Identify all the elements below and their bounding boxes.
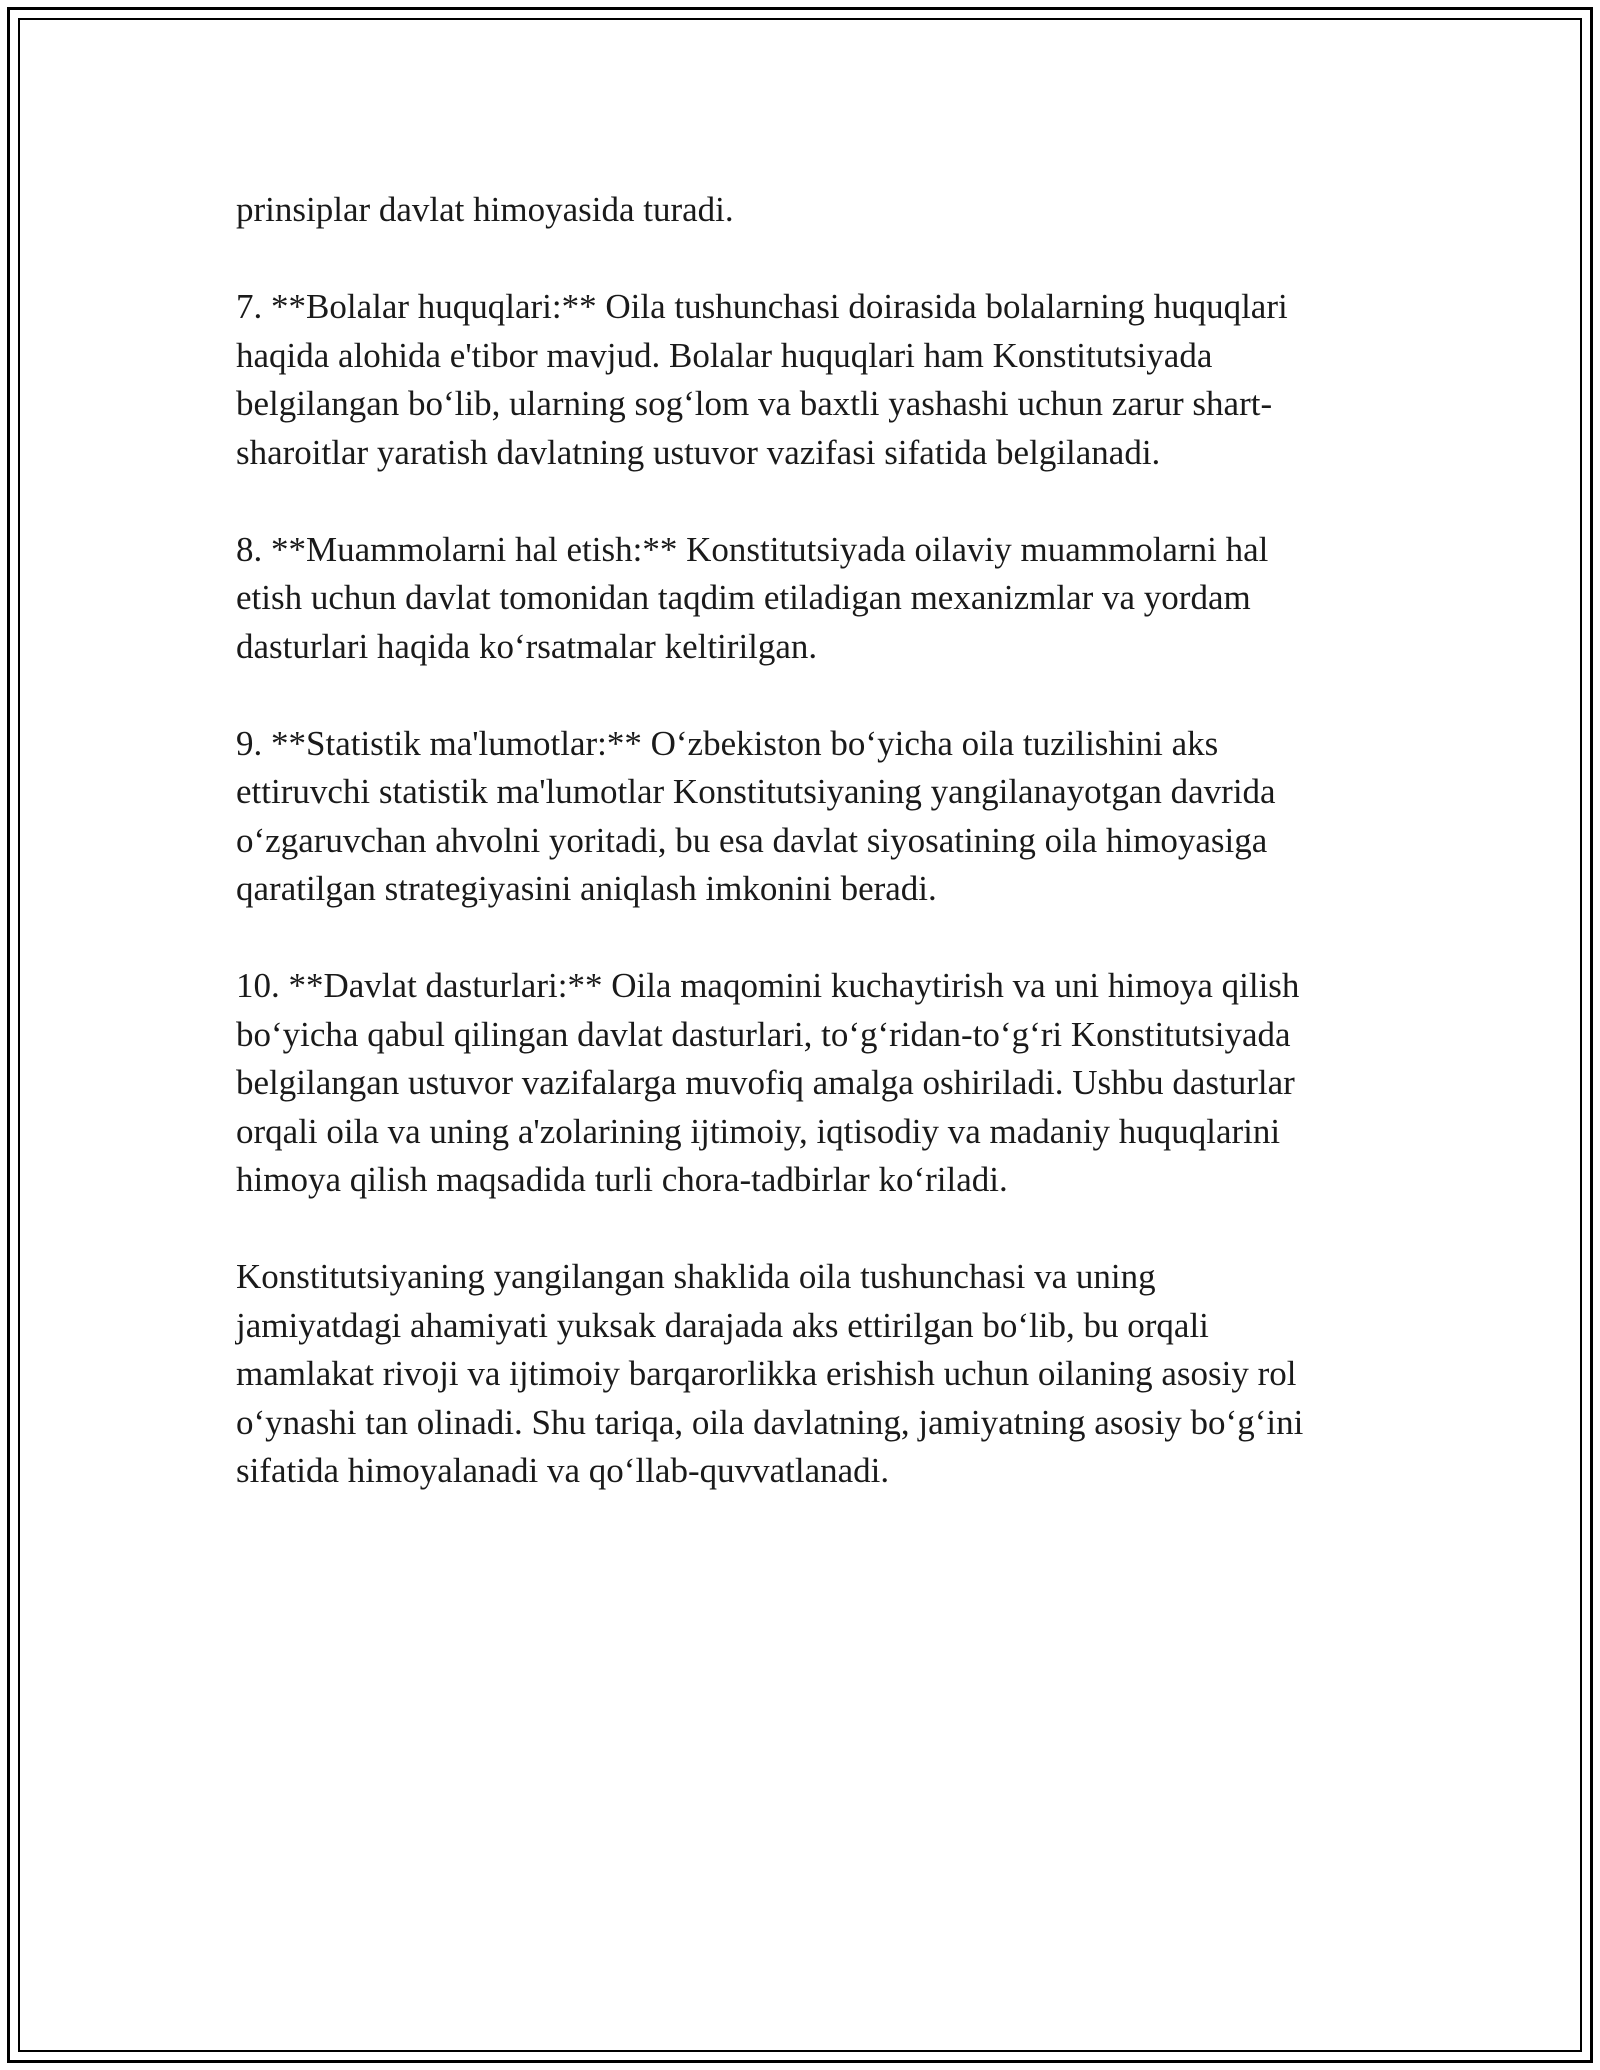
paragraph-conclusion: Konstitutsiyaning yangilangan shaklida oila tushunchasi va uning jamiyatdagi ahamiyati yuksak darajada aks ettirilgan bo‘lib, bu orqali mamlakat rivoji va ijtimoiy barqarorlikka erishish uchun oilaning asosiy rol o‘ynashi tan olinadi. Shu tariqa, oila davlatning, jamiyatning asosiy bo‘g‘ini sifatida himoyalanadi va qo‘llab-quvvatlanadi.: [236, 1257, 1304, 1490]
paragraph-intro-continuation: prinsiplar davlat himoyasida turadi.: [236, 190, 734, 229]
paragraph-item-8-muammolarni-hal-etish: 8. **Muammolarni hal etish:** Konstitutsiyada oilaviy muammolarni hal etish uchun davlat tomonidan taqdim etiladigan mexanizmlar va yordam dasturlari haqida ko‘rsatmalar keltirilgan.: [236, 529, 1269, 666]
document-body: [236, 186, 1376, 1544]
paragraph-item-9-statistik-malumotlar: 9. **Statistik ma'lumotlar:** O‘zbekiston bo‘yicha oila tuzilishini aks ettiruvchi statistik ma'lumotlar Konstitutsiyaning yangilanayotgan davrida o‘zgaruvchan ahvolni yoritadi, bu esa davlat siyosatining oila himoyasiga qaratilgan strategiyasini aniqlash imkonini beradi.: [236, 723, 1276, 908]
paragraph-item-10-davlat-dasturlari: 10. **Davlat dasturlari:** Oila maqomini kuchaytirish va uni himoya qilish bo‘yicha qabul qilingan davlat dasturlari, to‘g‘ridan-to‘g‘ri Konstitutsiyada belgilangan ustuvor vazifalarga muvofiq amalga oshiriladi. Ushbu dasturlar orqali oila va uning a'zolarining ijtimoiy, iqtisodiy va madaniy huquqlarini himoya qilish maqsadida turli chora-tadbirlar ko‘riladi.: [236, 966, 1300, 1199]
paragraph-item-7-bolalar-huquqlari: 7. **Bolalar huquqlari:** Oila tushunchasi doirasida bolalarning huquqlari haqida alohida e'tibor mavjud. Bolalar huquqlari ham Konstitutsiyada belgilangan bo‘lib, ularning sog‘lom va baxtli yashashi uchun zarur shart- sharoitlar yaratish davlatning ustuvor vazifasi sifatida belgilanadi.: [236, 287, 1288, 472]
